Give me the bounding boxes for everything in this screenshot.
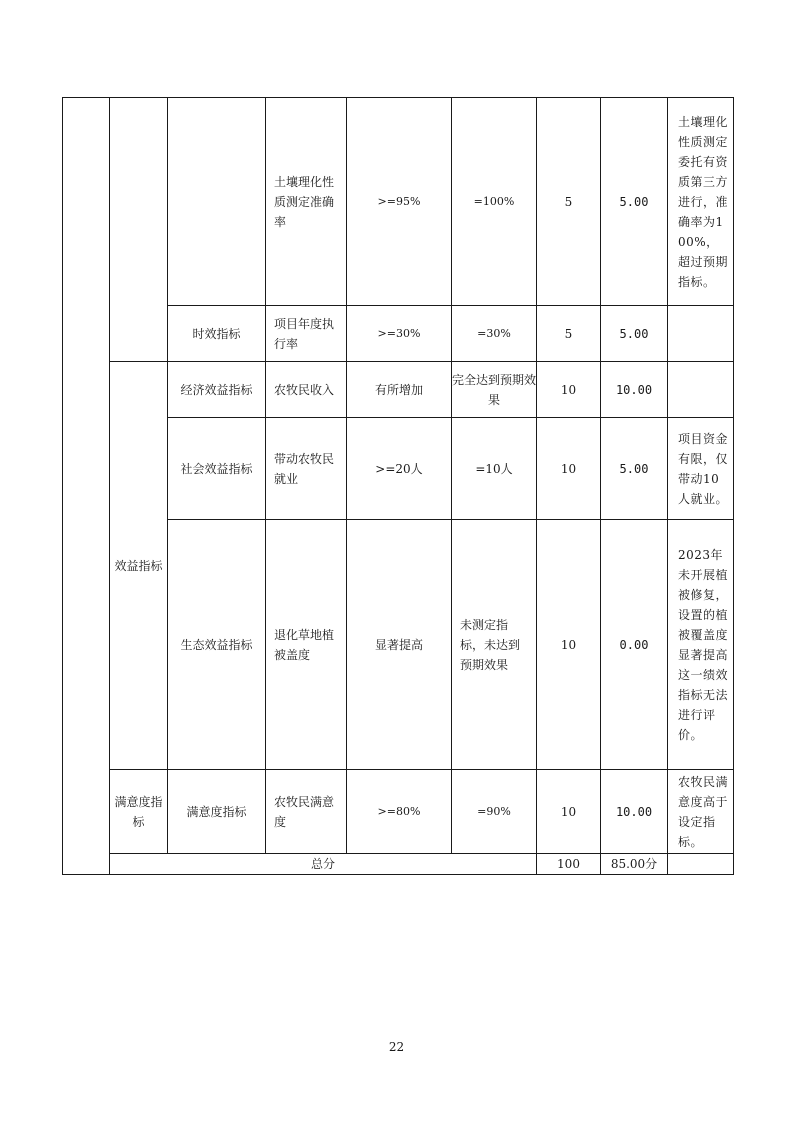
page-number: 22 — [388, 1040, 405, 1054]
level1-cell — [63, 98, 110, 875]
target-cell: >=95% — [347, 98, 452, 306]
indicator-cell: 农牧民收入 — [266, 362, 347, 418]
total-label: 总分 — [110, 854, 537, 875]
note-cell — [668, 362, 734, 418]
total-weight: 100 — [537, 854, 601, 875]
level3-cell: 社会效益指标 — [168, 418, 266, 520]
score-cell: 5.00 — [601, 418, 668, 520]
note-cell: 土壤理化性质测定委托有资质第三方进行，准确率为100%，超过预期指标。 — [668, 98, 734, 306]
weight-cell: 5 — [537, 306, 601, 362]
indicator-cell: 项目年度执行率 — [266, 306, 347, 362]
note-cell: 农牧民满意度高于设定指标。 — [668, 770, 734, 854]
note-cell: 2023年未开展植被修复，设置的植被覆盖度显著提高这一绩效指标无法进行评价。 — [668, 520, 734, 770]
level3-cell: 满意度指标 — [168, 770, 266, 854]
actual-cell: 完全达到预期效果 — [452, 362, 537, 418]
actual-cell: =30% — [452, 306, 537, 362]
target-cell: 有所增加 — [347, 362, 452, 418]
weight-cell: 10 — [537, 770, 601, 854]
actual-cell: 未测定指标，未达到预期效果 — [452, 520, 537, 770]
actual-cell: =100% — [452, 98, 537, 306]
indicator-cell: 退化草地植被盖度 — [266, 520, 347, 770]
total-score: 85.00分 — [601, 854, 668, 875]
score-cell: 10.00 — [601, 362, 668, 418]
weight-cell: 10 — [537, 418, 601, 520]
table-row — [63, 98, 734, 306]
weight-cell: 10 — [537, 362, 601, 418]
target-cell: 显著提高 — [347, 520, 452, 770]
score-cell: 10.00 — [601, 770, 668, 854]
target-cell: >=30% — [347, 306, 452, 362]
score-cell: 5.00 — [601, 98, 668, 306]
weight-cell: 5 — [537, 98, 601, 306]
level3-cell: 生态效益指标 — [168, 520, 266, 770]
target-cell: >=20人 — [347, 418, 452, 520]
note-cell: 项目资金有限，仅带动10人就业。 — [668, 418, 734, 520]
indicator-cell: 农牧民满意度 — [266, 770, 347, 854]
table-row — [63, 770, 734, 854]
indicator-cell: 土壤理化性质测定准确率 — [266, 98, 347, 306]
actual-cell: =90% — [452, 770, 537, 854]
total-row — [63, 854, 734, 875]
level3-cell: 时效指标 — [168, 306, 266, 362]
level2-cell: 满意度指标 — [110, 770, 168, 854]
note-cell — [668, 306, 734, 362]
level3-cell — [168, 98, 266, 306]
weight-cell: 10 — [537, 520, 601, 770]
actual-cell: =10人 — [452, 418, 537, 520]
table-row — [63, 362, 734, 418]
level3-cell: 经济效益指标 — [168, 362, 266, 418]
indicator-cell: 带动农牧民就业 — [266, 418, 347, 520]
level2-cell: 效益指标 — [110, 362, 168, 770]
level2-cell — [110, 98, 168, 362]
performance-table — [62, 97, 734, 875]
target-cell: >=80% — [347, 770, 452, 854]
total-note — [668, 854, 734, 875]
score-cell: 5.00 — [601, 306, 668, 362]
score-cell: 0.00 — [601, 520, 668, 770]
